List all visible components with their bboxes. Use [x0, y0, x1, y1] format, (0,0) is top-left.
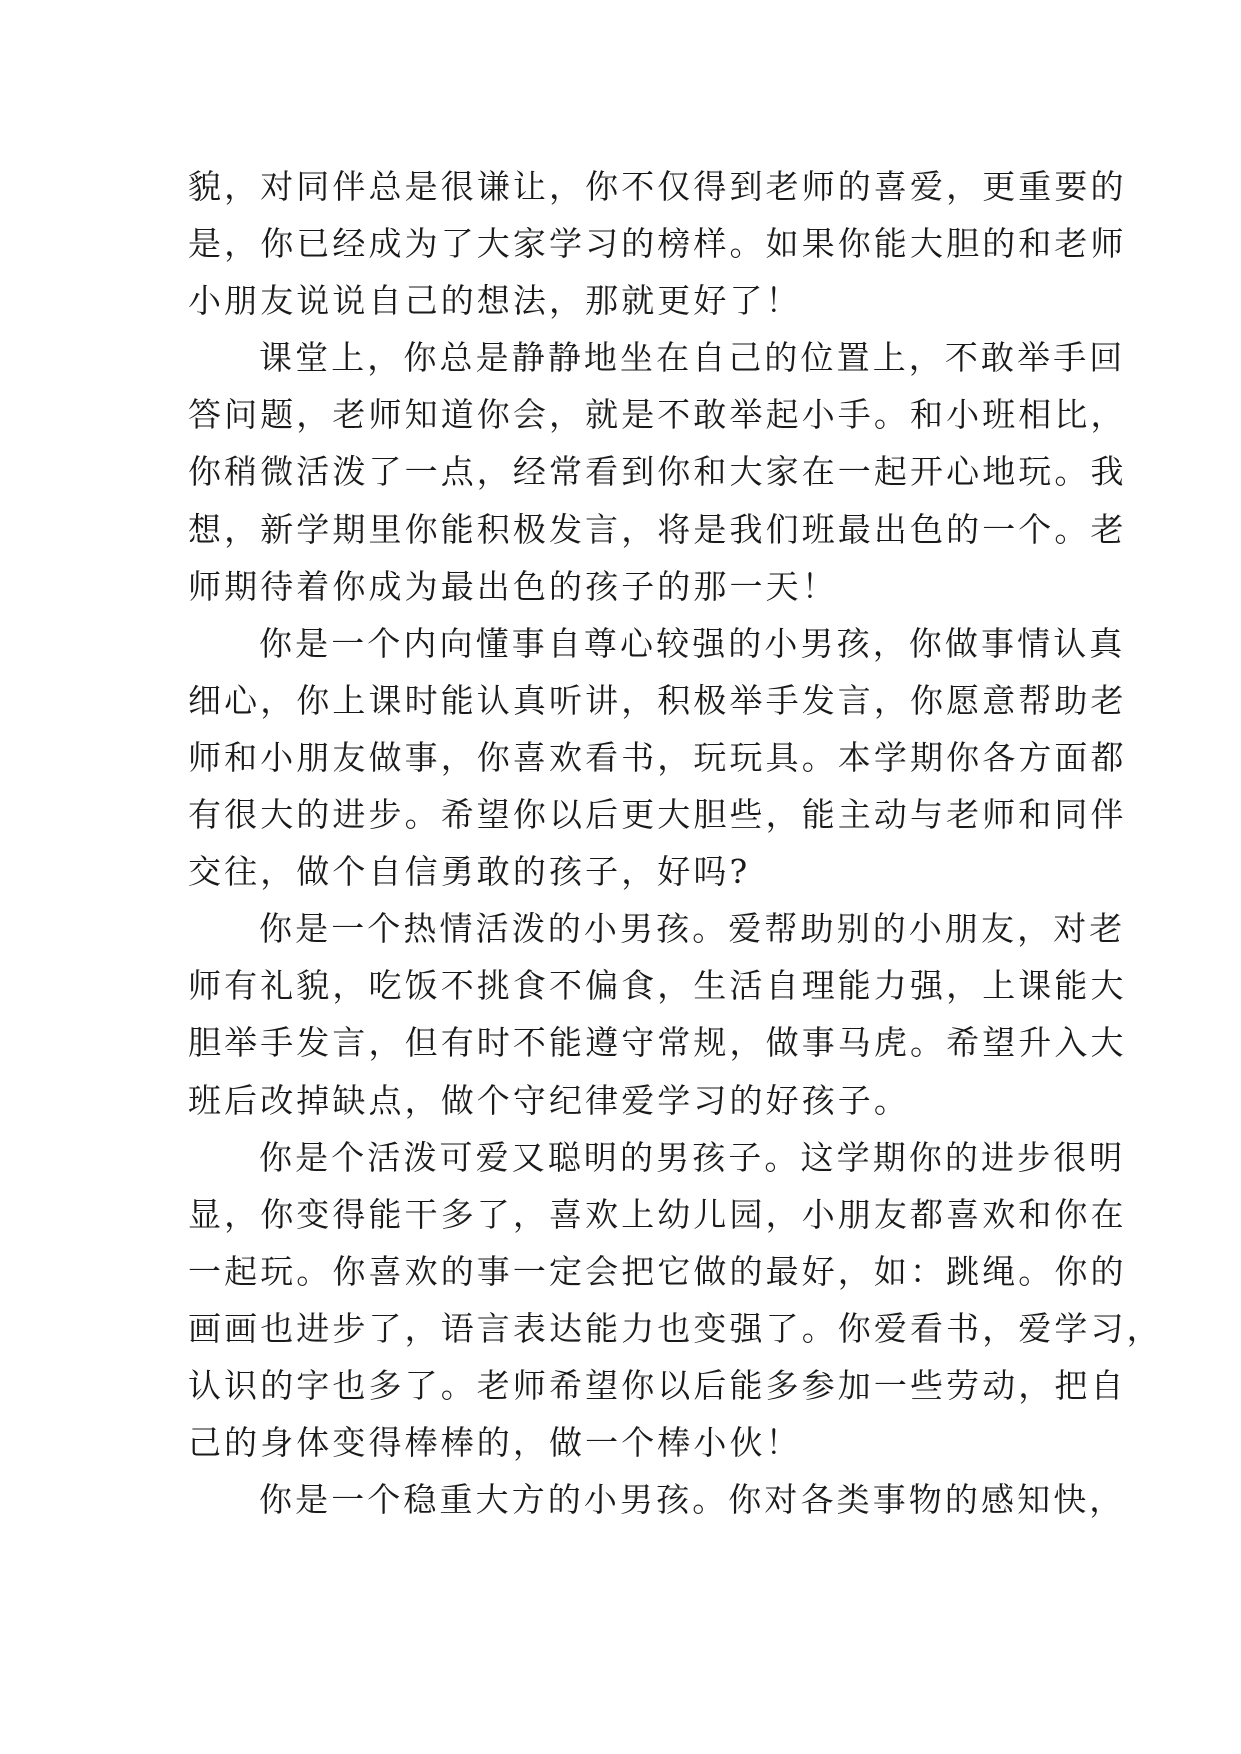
text-line: 班后改掉缺点，做个守纪律爱学习的好孩子。: [188, 1080, 910, 1120]
text-line: 师期待着你成为最出色的孩子的那一天！: [188, 566, 838, 606]
text-line: 一起玩。你喜欢的事一定会把它做的最好，如：跳绳。你的: [188, 1251, 1127, 1291]
text-line: 貌，对同伴总是很谦让，你不仅得到老师的喜爱，更重要的: [188, 167, 1127, 206]
text-line: 画画也进步了，语言表达能力也变强了。你爱看书，爱学习，: [188, 1308, 1163, 1348]
text-line: 认识的字也多了。老师希望你以后能多参加一些劳动，把自: [188, 1365, 1127, 1405]
paragraph-first-line: 你是个活泼可爱又聪明的男孩子。这学期你的进步很明: [259, 1137, 1126, 1177]
text-line: 小朋友说说自己的想法，那就更好了！: [188, 281, 802, 321]
paragraph-first-line: 你是一个稳重大方的小男孩。你对各类事物的感知快，: [259, 1480, 1126, 1520]
text-line: 己的身体变得棒棒的，做一个棒小伙！: [188, 1423, 802, 1463]
text-line: 答问题，老师知道你会，就是不敢举起小手。和小班相比，: [188, 395, 1127, 435]
text-line: 想，新学期里你能积极发言，将是我们班最出色的一个。老: [188, 509, 1127, 549]
text-line: 胆举手发言，但有时不能遵守常规，做事马虎。希望升入大: [188, 1023, 1127, 1063]
text-line: 是，你已经成为了大家学习的榜样。如果你能大胆的和老师: [188, 224, 1127, 264]
text-line: 有很大的进步。希望你以后更大胆些，能主动与老师和同伴: [188, 795, 1127, 835]
text-line: 交往，做个自信勇敢的孩子，好吗?: [188, 852, 751, 892]
paragraph-first-line: 课堂上，你总是静静地坐在自己的位置上，不敢举手回: [259, 338, 1126, 378]
document-body: [188, 158, 1163, 1528]
text-line: 你稍微活泼了一点，经常看到你和大家在一起开心地玩。我: [188, 452, 1127, 492]
text-line: 细心，你上课时能认真听讲，积极举手发言，你愿意帮助老: [188, 680, 1127, 720]
paragraph-first-line: 你是一个热情活泼的小男孩。爱帮助别的小朋友，对老: [259, 909, 1126, 949]
text-line: 师和小朋友做事，你喜欢看书，玩玩具。本学期你各方面都: [188, 737, 1127, 777]
text-line: 显，你变得能干多了，喜欢上幼儿园，小朋友都喜欢和你在: [188, 1194, 1127, 1234]
paragraph-first-line: 你是一个内向懂事自尊心较强的小男孩，你做事情认真: [259, 623, 1126, 663]
text-line: 师有礼貌，吃饭不挑食不偏食，生活自理能力强，上课能大: [188, 966, 1127, 1006]
